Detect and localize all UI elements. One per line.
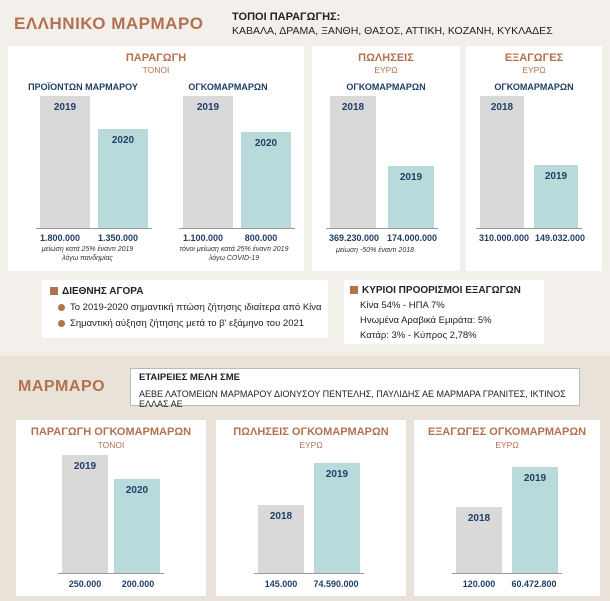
marmaro-production-value-2020: 200.000 [121,579,155,589]
marmaro-production-title: ΠΑΡΑΓΩΓΗ ΟΓΚΟΜΑΡΜΑΡΩΝ [30,426,192,438]
destinations-heading [350,285,521,296]
sales-note: μείωση -50% έναντι 2018 [335,247,414,254]
marmaro-sales-unit: ΕΥΡΩ [299,440,323,450]
chart-baseline [452,573,562,574]
bar-category-label: 2018 [269,510,293,522]
destination-line: Κατάρ: 3% - Κύπρος 2,78% [360,330,477,341]
chart-baseline [476,228,582,229]
exports-value-2019: 149.032.000 [534,233,586,243]
marmaro-exports-unit: ΕΥΡΩ [495,440,519,450]
bullet-icon [58,304,65,311]
chart-baseline [36,228,152,229]
chart-baseline [326,228,438,229]
products-note: μείωση κατά 25% έναντι 2019 λόγω πανδημίας [41,246,134,262]
blocks-subtitle: ΟΓΚΟΜΑΡΜΑΡΩΝ [188,82,268,92]
bar-2019 [183,96,233,228]
products-subtitle: ΠΡΟΪΟΝΤΩΝ ΜΑΡΜΑΡΟΥ [28,82,138,92]
chart-baseline [179,228,295,229]
production-unit: ΤΟΝΟΙ [142,65,170,75]
intl-market-box [42,280,328,338]
sales-value-2018: 369.230.000 [328,233,380,243]
marmaro-sales-value-2019: 74.590.000 [313,579,359,589]
intl-market-heading [50,286,143,297]
intl-market-title: ΔΙΕΘΝΗΣ ΑΓΟΡΑ [62,286,144,297]
bar-category-label: 2019 [196,102,220,113]
bar-category-label: 2020 [111,135,135,146]
bar-category-label: 2019 [399,171,423,183]
sales-unit: ΕΥΡΩ [374,65,398,75]
bar-category-label: 2019 [544,170,568,182]
accent-marker-icon [50,287,58,295]
production-places-list: ΚΑΒΑΛΑ, ΔΡΑΜΑ, ΞΑΝΘΗ, ΘΑΣΟΣ, ΑΤΤΙΚΗ, ΚΟΖΑΝΗ, ΚΥΚΛΑΔΕΣ [232,25,553,37]
blocks-note: τόνοι μείωση κατά 25% έναντι 2019 λόγω COVID-19 [179,246,289,262]
destination-line: Κίνα 54% - ΗΠΑ 7% [360,300,445,311]
bar-2018 [480,96,524,228]
bar-2019 [62,455,108,573]
exports-subtitle: ΟΓΚΟΜΑΡΜΑΡΩΝ [494,82,574,92]
marmaro-title: ΜΑΡΜΑΡΟ [18,378,106,395]
marmaro-exports-value-2018: 120.000 [462,579,496,589]
intl-market-item [58,300,322,316]
exports-value-2018: 310.000.000 [478,233,530,243]
blocks-value-2019: 1.100.000 [182,233,224,243]
bar-category-label: 2019 [53,102,77,113]
blocks-value-2020: 800.000 [244,233,278,243]
exports-title: ΕΞΑΓΩΓΕΣ [504,52,564,64]
bar-category-label: 2019 [523,473,547,484]
members-list: ΑΕΒΕ ΛΑΤΟΜΕΙΩΝ ΜΑΡΜΑΡΟΥ ΔΙΟΝΥΣΟΥ ΠΕΝΤΕΛΗΣ, ΠΑΥΛΙΔΗΣ ΑΕ ΜΑΡΜΑΡΑ ΓΡΑΝΙΤΕΣ, ΙΚΤΙΝΟΣ ΕΛΛΑΣ ΑΕ [139,389,566,409]
marmaro-production-value-2019: 250.000 [68,579,102,589]
bar-category-label: 2019 [73,461,97,472]
bar-category-label: 2018 [490,102,514,113]
chart-baseline [254,573,364,574]
intl-market-item-text: Το 2019-2020 σημαντική πτώση ζήτησης ιδιαίτερα από Κίνα [70,302,322,313]
sales-value-2019: 174.000.000 [386,233,438,243]
bar-2018 [330,96,376,228]
bar-2019 [40,96,90,228]
products-value-2019: 1.800.000 [39,233,81,243]
members-box [130,368,580,409]
members-title: ΕΤΑΙΡΕΙΕΣ ΜΕΛΗ ΣΜΕ [139,372,240,383]
page-title: ΕΛΛΗΝΙΚΟ ΜΑΡΜΑΡΟ [14,14,204,33]
marmaro-sales-title: ΠΩΛΗΣΕΙΣ ΟΓΚΟΜΑΡΜΑΡΩΝ [233,426,389,438]
bar-category-label: 2019 [325,469,349,480]
bar-category-label: 2020 [125,484,149,496]
accent-marker-icon [350,286,358,294]
destinations-title: ΚΥΡΙΟΙ ΠΡΟΟΡΙΣΜΟΙ ΕΞΑΓΩΓΩΝ [362,285,521,296]
sales-title: ΠΩΛΗΣΕΙΣ [358,52,414,64]
marmaro-exports-title: ΕΞΑΓΩΓΕΣ ΟΓΚΟΜΑΡΜΑΡΩΝ [427,426,587,438]
products-value-2020: 1.350.000 [97,233,139,243]
sales-subtitle: ΟΓΚΟΜΑΡΜΑΡΩΝ [346,82,426,92]
intl-market-item-text: Σημαντική αύξηση ζήτησης μετά το β' εξάμηνο του 2021 [70,318,305,329]
production-places-title: ΤΟΠΟΙ ΠΑΡΑΓΩΓΗΣ: [232,11,341,23]
bar-category-label: 2018 [467,513,491,525]
production-title: ΠΑΡΑΓΩΓΗ [125,52,187,64]
bar-category-label: 2018 [341,102,365,113]
intl-market-item [58,316,304,332]
marmaro-exports-value-2019: 60.472.800 [511,579,557,589]
marmaro-production-unit: ΤΟΝΟΙ [97,440,125,450]
bullet-icon [58,320,65,327]
marmaro-sales-value-2018: 145.000 [264,579,298,589]
exports-unit: ΕΥΡΩ [522,65,546,75]
destination-line: Ηνωμένα Αραβικά Εμιράτα: 5% [360,315,492,326]
destinations-box [344,280,544,344]
chart-baseline [58,573,164,574]
bar-category-label: 2020 [254,138,278,149]
